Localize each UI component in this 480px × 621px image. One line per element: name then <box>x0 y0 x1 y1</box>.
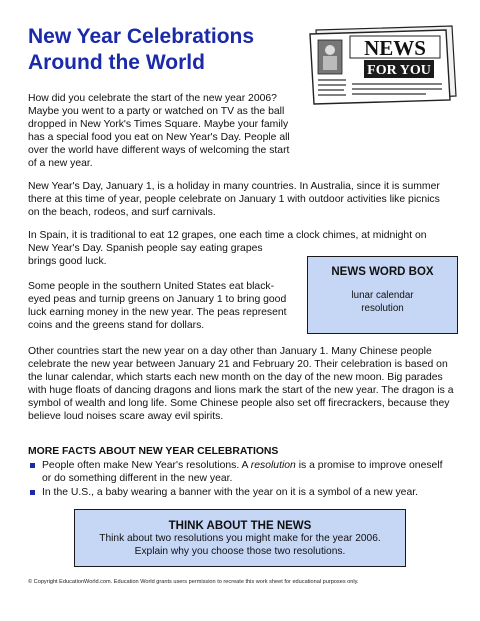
word-box-term: lunar calendar <box>351 290 414 301</box>
logo-word-for-you: FOR YOU <box>367 63 431 78</box>
paragraph-intro: How did you celebrate the start of the new year 2006? Maybe you went to a party or watched on TV as the ball dropped in New York's Times Square. Maybe your family has a special food you eat on New Year's Day. People all over the world have different ways of welcoming the start of a new year. <box>28 93 290 169</box>
copyright-notice: © Copyright EducationWorld.com. Education World grants users permission to recreate this work sheet for educational purposes only. <box>28 579 359 585</box>
title-line-2: Around the World <box>28 51 205 74</box>
bullet-icon <box>30 463 35 468</box>
fact-text-end: is a promise to improve oneself or do something different in the new year. <box>42 460 443 484</box>
paragraph-spain-line-2: New Year's Day. Spanish people say eating grapes <box>28 243 263 254</box>
paragraph-spain-line-1: In Spain, it is traditional to eat 12 grapes, one each time a clock chimes, at midnight on <box>28 230 427 241</box>
title-line-1: New Year Celebrations <box>28 25 255 48</box>
bullet-icon <box>30 490 35 495</box>
think-about-the-news-box <box>74 509 406 567</box>
fact-term-resolution: resolution <box>250 460 296 471</box>
paragraph-australia: New Year's Day, January 1, is a holiday in many countries. In Australia, since it is summer there at this time of year, people celebrate on January 1 with outdoor activities like picnics on the beach, rodeos, and surf carnivals. <box>28 181 440 218</box>
news-word-box <box>307 256 458 334</box>
logo-word-news: NEWS <box>364 36 426 60</box>
fact-text-start: People often make New Year's resolutions. A <box>42 460 251 471</box>
fact-text: In the U.S., a baby wearing a banner with the year on it is a symbol of a new year. <box>42 487 419 498</box>
paragraph-spain-line-3: brings good luck. <box>28 256 107 267</box>
facts-list <box>28 459 448 500</box>
paragraph-southern-us: Some people in the southern United States eat black-eyed peas and turnip greens on January 1 to bring good luck earning money in the new year. The peas represent coins and the greens stand for dollars. <box>28 281 287 331</box>
think-box-title: THINK ABOUT THE NEWS <box>168 520 312 532</box>
think-box-line-1: Think about two resolutions you might make for the year 2006. <box>99 533 381 544</box>
word-box-term: resolution <box>361 303 404 314</box>
list-item <box>28 486 448 499</box>
paragraph-china: Other countries start the new year on a day other than January 1. Many Chinese people celebrate the new year between January 21 and February 20. Their celebration is based on the lunar calendar, which starts each new month on the day of the new moon. Big parades with huge floats of dancing dragons and lions mark the start of the new year. The dragon is a symbol of wealth and long life. Some Chinese people also set off firecrackers, because they believe loud noises scare away evil spirits. <box>28 346 454 422</box>
more-facts-heading: MORE FACTS ABOUT NEW YEAR CELEBRATIONS <box>28 446 279 457</box>
news-for-you-logo-icon <box>306 24 458 106</box>
word-box-title: NEWS WORD BOX <box>331 266 434 278</box>
list-item <box>28 459 448 485</box>
think-box-line-2: Explain why you choose those two resolutions. <box>134 546 346 557</box>
page-title <box>28 24 298 76</box>
